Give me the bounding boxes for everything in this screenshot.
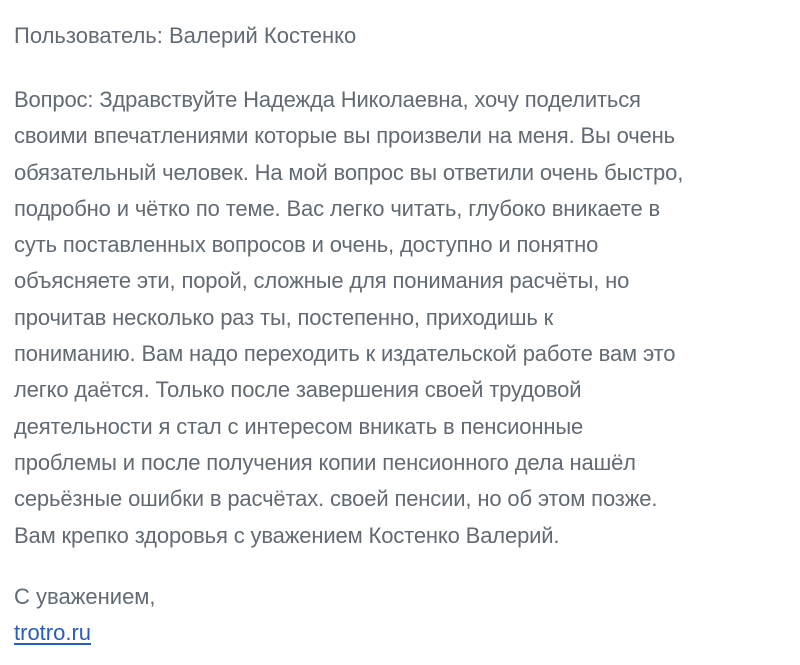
signature-block (14, 579, 790, 651)
message-block (14, 18, 790, 651)
user-name-line: Пользователь: Валерий Костенко (14, 23, 357, 48)
question-line: своими впечатлениями которые вы произвели на меня. Вы очень (14, 123, 675, 149)
question-line: серьёзные ошибки в расчётах. своей пенсии, но об этом позже. (14, 486, 658, 512)
question-line: обязательный человек. На мой вопрос вы ответили очень быстро, (14, 159, 684, 185)
signature-regards: С уважением, (14, 583, 156, 609)
question-line: Вопрос: Здравствуйте Надежда Николаевна, хочу поделиться (14, 87, 641, 112)
question-line: проблемы и после получения копии пенсионного дела нашёл (14, 449, 636, 475)
site-link[interactable]: trotro.ru (14, 619, 92, 645)
question-text (14, 82, 790, 554)
question-line: пониманию. Вам надо переходить к издательской работе вам это (14, 341, 676, 367)
question-line: суть поставленных вопросов и очень, доступно и понятно (14, 232, 599, 258)
question-line: объясняете эти, порой, сложные для понимания расчёты, но (14, 268, 630, 294)
question-line: Вам крепко здоровья с уважением Костенко Валерий. (14, 522, 560, 548)
question-line: деятельности я стал с интересом вникать в пенсионные (14, 413, 584, 439)
question-line: легко даётся. Только после завершения своей трудовой (14, 377, 582, 403)
question-line: прочитав несколько раз ты, постепенно, приходишь к (14, 304, 554, 330)
question-line: подробно и чётко по теме. Вас легко читать, глубоко вникаете в (14, 195, 661, 221)
